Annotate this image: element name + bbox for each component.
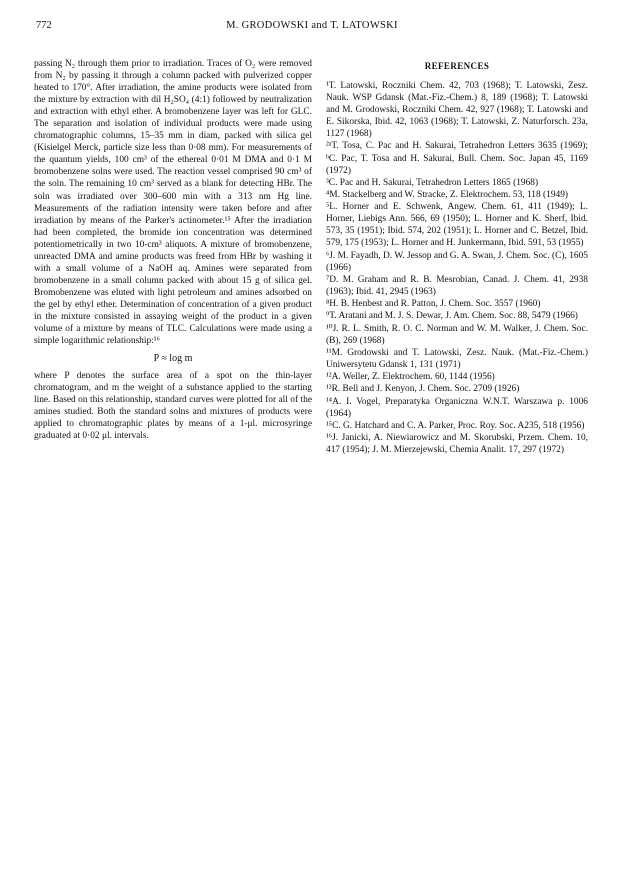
references-heading: REFERENCES [424,61,490,71]
reference-item: ¹⁴A. I. Vogel, Preparatyka Organiczna W.N.T. Warszawa p. 1006 (1964) [326,396,588,419]
reference-item: ¹⁰J. R. L. Smith, R. O. C. Norman and W. M. Walker, J. Chem. Soc. (B), 269 (1968) [326,323,588,346]
body-paragraph: where P denotes the surface area of a spot on the thin-layer chromatogram, and m the weight of a substance applied to the starting line. Based on this relationship, standard curves were plotted for all of the amines studied. Both the standard solns and mixtures of products were applied to chromatographic plates by means of a 1-μl. microsyringe graduated at 0·02 μl. intervals. [34,371,312,442]
reference-item: ³C. Pac and H. Sakurai, Tetrahedron Letters 1865 (1968) [326,177,539,188]
reference-item: ⁷D. M. Graham and R. B. Mesrobian, Canad. J. Chem. 41, 2938 (1963); Ibid. 41, 2945 (1963) [326,274,588,297]
reference-item: ⁹T. Aratani and M. J. S. Dewar, J. Am. Chem. Soc. 88, 5479 (1966) [326,311,578,322]
reference-item: ¹⁵C. G. Hatchard and C. A. Parker, Proc. Roy. Soc. A235, 518 (1956) [326,420,585,431]
reference-item: ⁴M. Stackelberg and W. Stracke, Z. Elektrochem. 53, 118 (1949) [326,190,569,201]
main-text-column [34,58,312,442]
running-head: M. GRODOWSKI and T. LATOWSKI [226,20,398,31]
reference-item: ¹⁶J. Janicki, A. Niewiarowicz and M. Skorubski, Przem. Chem. 10, 417 (1954); J. M. Mierzejewski, Chemia Analit. 17, 297 (1972) [326,433,588,456]
reference-item: ⁸H. B. Henbest and R. Patton, J. Chem. Soc. 3557 (1960) [326,299,541,310]
reference-item: ²ᵃT. Tosa, C. Pac and H. Sakurai, Tetrahedron Letters 3635 (1969); ᵇC. Pac, T. Tosa and H. Sakurai, Bull. Chem. Soc. Japan 45, 1169 (1972) [326,141,588,176]
page-number: 772 [36,20,52,31]
reference-item: ⁵L. Horner and E. Schwenk, Angew. Chem. 61, 411 (1949); L. Horner, Liebigs Ann. 566, 69 (1950); L. Horner and K. Sherf, Ibid. 573, 35 (1951); Ibid. 574, 202 (1951); L. Horner and C. Betzel, Ibid. 579, 175 (1953); L. Horner and H. Junkermann, Ibid. 591, 53 (1955) [326,202,588,249]
reference-item: ¹³R. Bell and J. Kenyon, J. Chem. Soc. 2709 (1926) [326,384,520,395]
reference-item: ¹²A. Weller, Z. Elektrochem. 60, 1144 (1956) [326,372,495,383]
references-section [326,60,588,457]
reference-item: ⁶J. M. Fayadh, D. W. Jessop and G. A. Swan, J. Chem. Soc. (C), 1605 (1966) [326,250,588,273]
body-paragraph: passing N₂ through them prior to irradiation. Traces of O₂ were removed from N₂ by passing it through a column packed with pulverized copper heated to 170°. After irradiation, the amine products were isolated from the mixture by extraction with dil H₂SO₄ (4:1) followed by neutralization and extraction with ethyl ether. A bromobenzene layer was left for GLC. The separation and isolation of individual products were made using chromatographic columns, 15–35 mm in diam, packed with silica gel (Kisielgel Merck, particle size less than 0·08 mm). For measurements of the quantum yields, 100 cm³ of the ethereal 0·01 M DMA and 0·1 M bromobenzene solns were used. The reaction vessel comprised 90 cm³ of the soln. The remaining 10 cm³ served as a blank for detecting HBr. The soln was irradiated over 300–600 min with a 313 nm Hg line. Measurements of the radiation intensity were taken before and after irradiation by means of the Parker's actinometer.¹⁵ After the irradiation had been completed, the bromide ion concentration was determined potentiometrically in two 10-cm³ aliquots. A mixture of bromobenzene, unreacted DMA and amine products was freed from HBr by washing it with a small volume of a NaOH aq. Amines were separated from bromobenzene in a small column packed with about 15 g of silica gel. Bromobenzene was eluted with light petroleum and amines adsorbed on the gel by ethyl ether. Determination of concentration of a given product in the mixture consisted in assaying weight of the product in a given volume of a mixture by means of TLC. Calculations were made using a simple logarithmic relationship:¹⁶ [34,59,312,347]
equation: P ≈ log m [153,353,193,365]
reference-item: ¹T. Latowski, Roczniki Chem. 42, 703 (1968); T. Latowski, Zesz. Nauk. WSP Gdansk (Mat.-Fiz.-Chem.) 8, 189 (1968); T. Latowski and M. Grodowski, Roczniki Chem. 42, 927 (1968); T. Latowski and E. Sikorska, Ibid. 42, 1063 (1968); T. Latowski, Z. Naturforsch. 23a, 1127 (1968) [326,81,588,140]
reference-item: ¹¹M. Grodowski and T. Latowski, Zesz. Nauk. (Mat.-Fiz.-Chem.) Uniwersytetu Gdansk 1, 131 (1971) [326,347,588,370]
